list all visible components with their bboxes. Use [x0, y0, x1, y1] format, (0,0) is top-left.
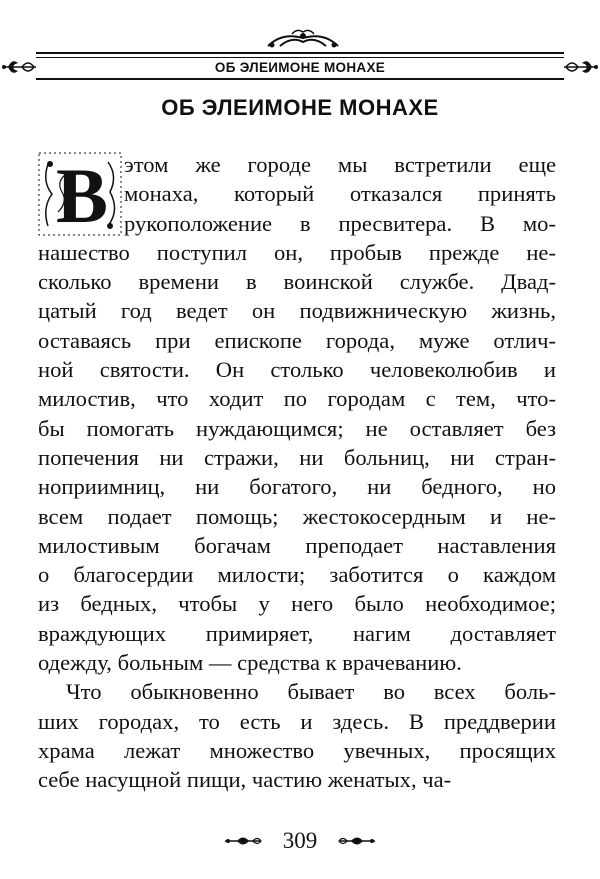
text-line: нашество поступил он, пробыв прежде не-: [38, 239, 556, 265]
header-right-flourish-icon: [560, 55, 600, 79]
text-line: бы помогать нуждающимся; не оставляет без: [38, 415, 556, 441]
text-line: сколько времени в воинской службе. Двад-: [38, 269, 556, 295]
text-line: цатый год ведет он подвижническую жизнь,: [38, 298, 556, 324]
text-line: одежду, больным — средства к врачеванию.: [38, 650, 462, 676]
text-line: рукоположение в пресвитера. В мо-: [124, 210, 556, 236]
text-line: себе насущной пищи, частию женатых, ча-: [38, 767, 452, 793]
text-line: попечения ни стражи, ни больниц, ни стран-: [38, 444, 556, 470]
header-rule: [36, 57, 564, 58]
text-line: оставаясь при епископе города, муже отлич-: [38, 327, 556, 353]
page-number: 309: [282, 827, 318, 853]
header-left-flourish-icon: [0, 55, 40, 79]
text-line: ноприимниц, ни богатого, ни бедного, но: [38, 474, 556, 500]
chapter-title: ОБ ЭЛЕИМОНЕ МОНАХЕ: [161, 95, 439, 120]
text-line: этом же городе мы встретили еще: [124, 152, 556, 177]
text-line: храма лежат множество увечных, просящих: [38, 737, 556, 763]
text-line: ших городах, то есть и здесь. В преддверии: [38, 708, 556, 734]
page-footer: [0, 826, 600, 854]
text-line: милостив, что ходит по городам с тем, что-: [38, 386, 556, 412]
dropcap-glyph: В: [55, 152, 109, 236]
text-line: враждующих примиряет, нагим доставляет: [38, 620, 556, 646]
footer-right-flourish-icon: [335, 833, 377, 849]
running-header: [36, 52, 564, 80]
body-text: [38, 150, 556, 795]
text-line: милостивым богачам преподает наставления: [38, 532, 556, 558]
header-ornament-icon: [262, 28, 344, 50]
text-line: всем подает помощь; жестокосердным и не-: [38, 503, 556, 529]
text-line: из бедных, чтобы у него было необходимое;: [38, 591, 556, 617]
text-line: Что обыкновенно бывает во всех боль-: [66, 679, 556, 705]
text-line: о благосердии милости; заботится о каждом: [38, 562, 556, 588]
text-line: монаха, который отказался принять: [124, 181, 556, 207]
running-head-title: ОБ ЭЛЕИМОНЕ МОНАХЕ: [214, 59, 386, 75]
text-line: ной святости. Он столько человеколюбив и: [38, 357, 556, 383]
footer-left-flourish-icon: [223, 833, 265, 849]
